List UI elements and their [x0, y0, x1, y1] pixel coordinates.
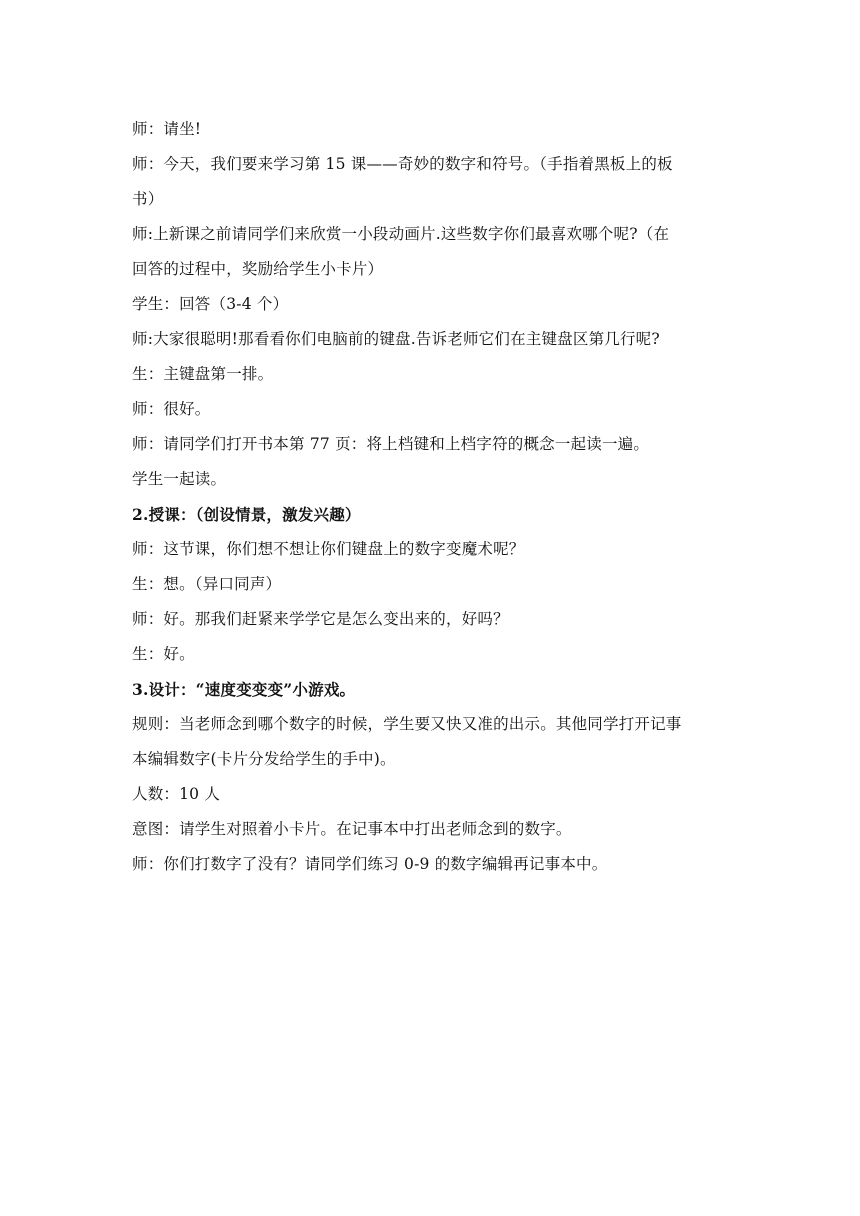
text-line: 生：主键盘第一排。 — [132, 365, 274, 383]
text-line: 师:上新课之前请同学们来欣赏一小段动画片.这些数字你们最喜欢哪个呢?（在 — [132, 225, 670, 243]
text-line: 师：很好。 — [132, 400, 211, 418]
text-line: 师：请同学们打开书本第 77 页：将上档键和上档字符的概念一起读一遍。 — [132, 435, 650, 453]
section-heading: 2.授课：（创设情景，激发兴趣） — [132, 505, 361, 524]
section-heading: 3.设计：“速度变变变”小游戏。 — [132, 680, 356, 699]
text-line: 师：请坐! — [132, 120, 202, 138]
text-line: 生：想。（异口同声） — [132, 575, 282, 593]
text-line: 人数：10 人 — [132, 785, 221, 803]
text-line: 回答的过程中，奖励给学生小卡片） — [132, 260, 384, 278]
text-line: 本编辑数字(卡片分发给学生的手中)。 — [132, 750, 396, 768]
text-line: 书） — [132, 190, 164, 208]
text-line: 师:大家很聪明!那看看你们电脑前的键盘.告诉老师它们在主键盘区第几行呢? — [132, 330, 660, 348]
document-body — [132, 112, 742, 882]
text-line: 师：你们打数字了没有？请同学们练习 0-9 的数字编辑再记事本中。 — [132, 855, 608, 873]
text-line: 学生一起读。 — [132, 470, 227, 488]
text-line: 规则：当老师念到哪个数字的时候，学生要又快又准的出示。其他同学打开记事 — [132, 715, 682, 733]
text-line: 学生：回答（3-4 个） — [132, 295, 289, 313]
text-line: 师：这节课，你们想不想让你们键盘上的数字变魔术呢？ — [132, 540, 525, 558]
text-line: 师：今天，我们要来学习第 15 课——奇妙的数字和符号。（手指着黑板上的板 — [132, 155, 673, 173]
text-line: 生：好。 — [132, 645, 195, 663]
text-line: 师：好。那我们赶紧来学学它是怎么变出来的，好吗？ — [132, 610, 509, 628]
text-line: 意图：请学生对照着小卡片。在记事本中打出老师念到的数字。 — [132, 820, 572, 838]
